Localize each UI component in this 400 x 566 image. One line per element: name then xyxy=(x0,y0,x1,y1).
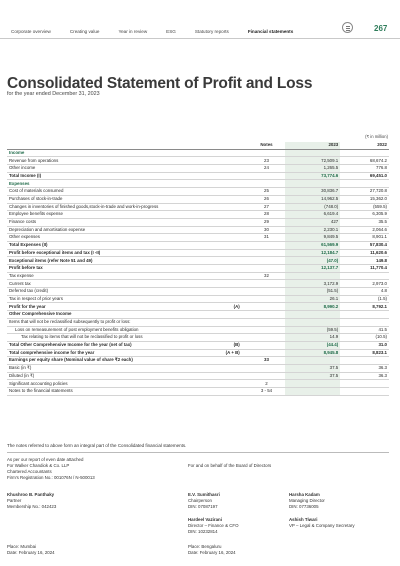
row-previous-value: 11,770.4 xyxy=(340,265,389,273)
row-label xyxy=(7,249,248,257)
row-label xyxy=(7,157,248,165)
partner-membership: Membership No.: 042423 xyxy=(7,504,57,509)
row-previous-value: (559.5) xyxy=(340,203,389,211)
table-row xyxy=(7,226,389,234)
table-header-row xyxy=(7,142,389,149)
row-label xyxy=(7,234,248,242)
row-current-value xyxy=(285,311,340,319)
row-label xyxy=(7,357,248,365)
table-row xyxy=(7,380,389,388)
row-previous-value: 35.5 xyxy=(340,218,389,226)
row-current-value xyxy=(285,180,340,188)
cfo-din: DIN: 10232814 xyxy=(188,529,218,534)
row-note xyxy=(248,288,285,296)
row-previous-value xyxy=(340,380,389,388)
row-current-value xyxy=(285,318,340,326)
row-previous-value xyxy=(340,388,389,396)
table-row xyxy=(7,241,389,249)
nav-link-0[interactable]: Corporate overview xyxy=(11,29,51,34)
table-row xyxy=(7,334,389,342)
row-label xyxy=(7,388,248,396)
row-previous-value xyxy=(340,272,389,280)
row-note xyxy=(248,349,285,357)
menu-icon[interactable] xyxy=(342,22,353,33)
row-label xyxy=(7,257,248,265)
row-label xyxy=(7,341,248,349)
row-label xyxy=(7,195,248,203)
row-label-text: Tax expense xyxy=(9,272,34,278)
row-label-text: Current tax xyxy=(9,280,31,286)
row-current-value: 37.5 xyxy=(285,372,340,380)
row-current-value: 8,945.8 xyxy=(285,349,340,357)
row-previous-value: 149.8 xyxy=(340,257,389,265)
units-label: (₹ in million) xyxy=(365,134,388,139)
row-previous-value: 68,674.2 xyxy=(340,157,389,165)
row-note: 23 xyxy=(248,157,285,165)
row-current-value xyxy=(285,357,340,365)
chair-din: DIN: 07087197 xyxy=(188,504,218,509)
table-row xyxy=(7,303,389,311)
row-previous-value: 41.5 xyxy=(340,326,389,334)
row-current-value: 12,137.7 xyxy=(285,265,340,273)
table-body xyxy=(7,149,389,395)
row-note xyxy=(248,295,285,303)
row-current-value xyxy=(285,149,340,157)
row-previous-value: 15,362.0 xyxy=(340,195,389,203)
row-label-text: Total Expenses (II) xyxy=(9,242,48,248)
row-note xyxy=(248,149,285,157)
row-label xyxy=(7,326,248,334)
row-note xyxy=(248,341,285,349)
cfo-block xyxy=(188,517,239,535)
row-label-text: Changes in inventories of finished goods,stock-in-trade and work-in-progress xyxy=(9,203,159,209)
place-left: Place: Mumbai xyxy=(7,544,37,549)
row-current-value: 2,230.1 xyxy=(285,226,340,234)
row-label-text: Notes to the financial statements xyxy=(9,388,73,394)
row-label xyxy=(7,265,248,273)
md-title: Managing Director xyxy=(289,498,325,503)
table-row xyxy=(7,165,389,173)
row-previous-value xyxy=(340,149,389,157)
row-label xyxy=(7,349,248,357)
row-previous-value xyxy=(340,318,389,326)
row-label xyxy=(7,288,248,296)
row-label xyxy=(7,149,248,157)
row-previous-value: 11,620.6 xyxy=(340,249,389,257)
row-current-value xyxy=(285,380,340,388)
header-previous-year: 2022 xyxy=(340,142,389,149)
row-label xyxy=(7,188,248,196)
row-reference: (A + B) xyxy=(225,349,240,355)
row-label-text: Profit for the year xyxy=(9,303,46,309)
row-label-text: Significant accounting policies xyxy=(9,380,68,386)
row-note: 28 xyxy=(248,211,285,219)
row-previous-value: (1.5) xyxy=(340,295,389,303)
row-label xyxy=(7,372,248,380)
cfo-name: Hardeel Vazirani xyxy=(188,517,222,522)
row-previous-value: 8,792.1 xyxy=(340,303,389,311)
table-row xyxy=(7,249,389,257)
row-note: 27 xyxy=(248,203,285,211)
profit-loss-table xyxy=(7,142,389,396)
row-label-text: Exceptional items (refer Note 51 and 49) xyxy=(9,257,93,263)
row-label xyxy=(7,226,248,234)
row-label-text: Total comprehensive income for the year xyxy=(9,349,95,355)
table-row xyxy=(7,180,389,188)
table-row xyxy=(7,372,389,380)
md-block xyxy=(289,492,325,510)
table-row xyxy=(7,364,389,372)
row-label-text: Diluted (in ₹) xyxy=(9,372,35,378)
table-row xyxy=(7,172,389,180)
row-note xyxy=(248,326,285,334)
row-current-value: 427 xyxy=(285,218,340,226)
row-label-text: Finance costs xyxy=(9,219,37,225)
row-note xyxy=(248,318,285,326)
row-label-text: Revenue from operations xyxy=(9,157,59,163)
row-label-text: Other income xyxy=(9,165,36,171)
row-label xyxy=(7,311,248,319)
header-current-year: 2023 xyxy=(285,142,340,149)
place-date-right xyxy=(188,544,236,556)
cs-title: VP – Legal & Company Secretary xyxy=(289,523,355,528)
row-note: 3 - 54 xyxy=(248,388,285,396)
table-row xyxy=(7,211,389,219)
table-row xyxy=(7,357,389,365)
row-note xyxy=(248,180,285,188)
table-row xyxy=(7,188,389,196)
md-din: DIN: 07736005 xyxy=(289,504,319,509)
table-row xyxy=(7,203,389,211)
row-current-value: 12,184.7 xyxy=(285,249,340,257)
row-current-value: 6,619.4 xyxy=(285,211,340,219)
row-label-text: Purchases of stock-in-trade xyxy=(9,196,63,202)
row-current-value: 14,962.5 xyxy=(285,195,340,203)
top-navigation xyxy=(0,0,400,62)
table-row xyxy=(7,257,389,265)
row-label-text: Loss on remeasurement of post employment benefits obligation xyxy=(15,326,139,332)
cs-block xyxy=(289,517,355,529)
table-row xyxy=(7,295,389,303)
row-label xyxy=(7,211,248,219)
row-previous-value: 8,901.1 xyxy=(340,234,389,242)
row-note: 31 xyxy=(248,234,285,242)
row-label-text: Cost of materials consumed xyxy=(9,188,64,194)
row-previous-value: 57,830.4 xyxy=(340,241,389,249)
row-current-value: 37.5 xyxy=(285,364,340,372)
row-current-value: 30,836.7 xyxy=(285,188,340,196)
row-note xyxy=(248,311,285,319)
row-label xyxy=(7,380,248,388)
row-label xyxy=(7,203,248,211)
row-current-value: (59.5) xyxy=(285,326,340,334)
row-label xyxy=(7,334,248,342)
table-row xyxy=(7,149,389,157)
row-previous-value: 31.0 xyxy=(340,341,389,349)
row-label xyxy=(7,295,248,303)
row-label-text: Earnings per equity share (Nominal value of share ₹2 each) xyxy=(9,357,133,363)
chair-block xyxy=(188,492,220,510)
row-label xyxy=(7,280,248,288)
row-label xyxy=(7,241,248,249)
row-current-value: (748.0) xyxy=(285,203,340,211)
table-row xyxy=(7,326,389,334)
row-current-value: (51.5) xyxy=(285,288,340,296)
row-previous-value: 36.3 xyxy=(340,364,389,372)
row-current-value xyxy=(285,388,340,396)
nav-link-4[interactable]: Statutory reports xyxy=(194,29,229,34)
row-label-text: Depreciation and amortisation expense xyxy=(9,226,86,232)
table-row xyxy=(7,157,389,165)
table-row xyxy=(7,218,389,226)
cs-name: Ashish Tiwari xyxy=(289,517,318,522)
row-current-value: 73,774.6 xyxy=(285,172,340,180)
table-row xyxy=(7,318,389,326)
auditor-type: Chartered Accountants xyxy=(7,469,52,474)
date-left: Date: February 16, 2024 xyxy=(7,550,55,555)
nav-link-2[interactable]: Year in review xyxy=(118,29,148,34)
row-label-text: Basic (in ₹) xyxy=(9,365,32,371)
row-reference: (B) xyxy=(233,342,240,348)
row-label xyxy=(7,218,248,226)
row-note: 30 xyxy=(248,226,285,234)
row-note xyxy=(248,249,285,257)
row-previous-value: 36.3 xyxy=(340,372,389,380)
nav-link-1[interactable]: Creating value xyxy=(69,29,100,34)
partner-block xyxy=(7,492,56,510)
row-current-value: (47.0) xyxy=(285,257,340,265)
table-row xyxy=(7,288,389,296)
table-row xyxy=(7,349,389,357)
nav-link-5[interactable]: Financial statements xyxy=(247,29,294,34)
row-reference: (A) xyxy=(233,303,240,309)
row-note: 24 xyxy=(248,165,285,173)
md-name: Harsha Kadam xyxy=(289,492,320,497)
date-right: Date: February 16, 2024 xyxy=(188,550,236,555)
signature-divider xyxy=(7,452,389,453)
row-label-text: Items that will not be reclassified subsequently to profit or loss: xyxy=(9,319,131,325)
partner-title: Partner xyxy=(7,498,22,503)
page-subtitle: for the year ended December 31, 2023 xyxy=(7,91,100,97)
place-right: Place: Bengaluru xyxy=(188,544,222,549)
row-previous-value: 6,305.9 xyxy=(340,211,389,219)
table-row xyxy=(7,265,389,273)
row-current-value: 9,849.5 xyxy=(285,234,340,242)
table-row xyxy=(7,280,389,288)
statement-footnote: The notes referred to above form an integral part of the Consolidated financial statements. xyxy=(7,443,187,448)
row-label-text: Tax in respect of prior years xyxy=(9,295,63,301)
row-previous-value xyxy=(340,311,389,319)
row-previous-value: 2,973.0 xyxy=(340,280,389,288)
row-previous-value xyxy=(340,357,389,365)
row-previous-value: (10.5) xyxy=(340,334,389,342)
header-notes: Notes xyxy=(248,142,285,149)
row-label xyxy=(7,303,248,311)
table-row xyxy=(7,272,389,280)
row-current-value: 61,569.9 xyxy=(285,241,340,249)
row-note: 25 xyxy=(248,188,285,196)
table-row xyxy=(7,234,389,242)
row-previous-value: 8,823.1 xyxy=(340,349,389,357)
auditor-block xyxy=(7,457,95,481)
row-previous-value: 27,720.8 xyxy=(340,188,389,196)
row-note xyxy=(248,303,285,311)
row-previous-value: 2,064.6 xyxy=(340,226,389,234)
nav-divider xyxy=(0,38,400,39)
row-previous-value: 776.8 xyxy=(340,165,389,173)
row-current-value: 3,172.9 xyxy=(285,280,340,288)
row-previous-value: 4.8 xyxy=(340,288,389,296)
report-reference: As per our report of even date attached xyxy=(7,457,84,462)
row-label-text: Expenses xyxy=(9,180,30,186)
chair-name: E.V. Sumithasri xyxy=(188,492,220,497)
row-label-text: Income xyxy=(9,149,25,155)
row-label-text: Tax relating to items that will not be reclassified to profit or loss xyxy=(21,334,143,340)
cfo-title: Director – Finance & CFO xyxy=(188,523,239,528)
header-particulars xyxy=(7,142,248,149)
row-note xyxy=(248,280,285,288)
firm-registration: Firm's Registration No.: 001076N / N-500013 xyxy=(7,475,95,480)
section-nav xyxy=(11,29,312,34)
row-note xyxy=(248,372,285,380)
row-label xyxy=(7,364,248,372)
row-note xyxy=(248,241,285,249)
table-row xyxy=(7,388,389,396)
row-label-text: Other expenses xyxy=(9,234,40,240)
row-label-text: Total Income (I) xyxy=(9,172,42,178)
row-current-value: (44.4) xyxy=(285,341,340,349)
row-label-text: Deferred tax (credit) xyxy=(9,288,49,294)
partner-name: Khushroo B. Panthaky xyxy=(7,492,55,497)
row-current-value: 8,990.2 xyxy=(285,303,340,311)
table-row xyxy=(7,341,389,349)
row-note xyxy=(248,265,285,273)
row-current-value: 1,265.5 xyxy=(285,165,340,173)
table-row xyxy=(7,311,389,319)
row-previous-value: 69,451.0 xyxy=(340,172,389,180)
chair-title: Chairperson xyxy=(188,498,212,503)
row-label xyxy=(7,318,248,326)
row-label xyxy=(7,272,248,280)
row-note xyxy=(248,257,285,265)
row-previous-value xyxy=(340,180,389,188)
row-note xyxy=(248,334,285,342)
row-current-value: 72,509.1 xyxy=(285,157,340,165)
row-label xyxy=(7,180,248,188)
place-date-left xyxy=(7,544,55,556)
nav-link-3[interactable]: ESG xyxy=(166,29,176,34)
row-label-text: Profit before tax xyxy=(9,265,43,271)
row-note xyxy=(248,364,285,372)
row-current-value: 26.1 xyxy=(285,295,340,303)
row-note: 32 xyxy=(248,272,285,280)
row-label-text: Profit before exceptional items and tax (I -II) xyxy=(9,249,101,255)
board-line: For and on behalf of the Board of Directors xyxy=(188,463,272,468)
row-current-value xyxy=(285,272,340,280)
row-current-value: 14.9 xyxy=(285,334,340,342)
auditor-firm: For Walker Chandiok & Co. LLP xyxy=(7,463,70,468)
page-title: Consolidated Statement of Profit and Loss xyxy=(7,75,313,92)
row-label xyxy=(7,165,248,173)
table-row xyxy=(7,195,389,203)
row-label-text: Employee benefits expense xyxy=(9,211,63,217)
row-label xyxy=(7,172,248,180)
row-note: 2 xyxy=(248,380,285,388)
row-label-text: Total Other Comprehensive Income for the year (net of tax) xyxy=(9,342,132,348)
row-note: 26 xyxy=(248,195,285,203)
row-note xyxy=(248,172,285,180)
row-note: 33 xyxy=(248,357,285,365)
row-label-text: Other Comprehensive Income xyxy=(9,311,72,317)
page-number: 267 xyxy=(374,24,388,33)
row-note: 29 xyxy=(248,218,285,226)
